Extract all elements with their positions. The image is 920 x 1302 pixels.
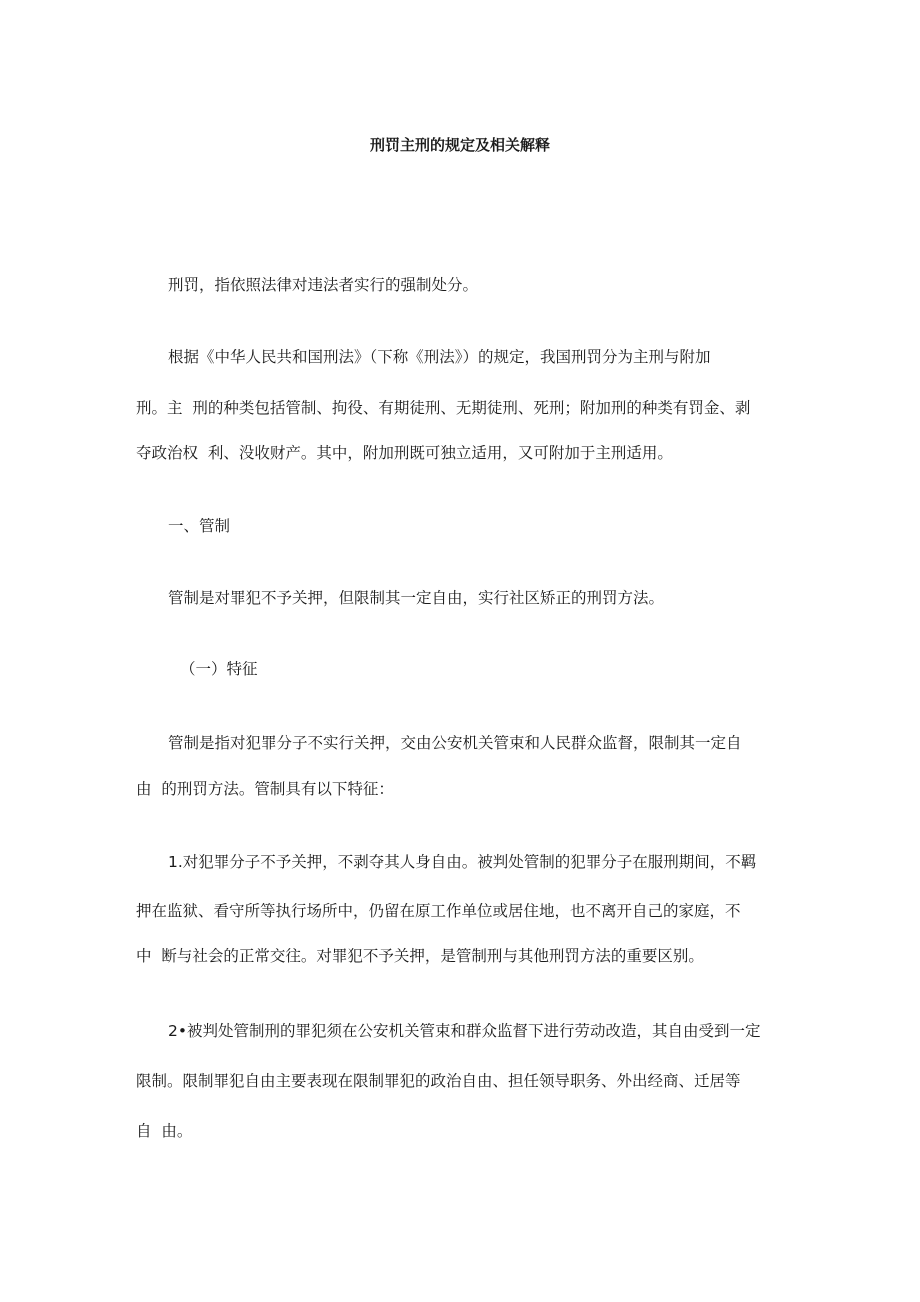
paragraph-line: 刑罚，指依照法律对违法者实行的强制处分。 [168,276,479,294]
paragraph-line: 根据《中华人民共和国刑法》（下称《刑法》）的规定，我国刑罚分为主刑与附加 [168,348,711,366]
list-item-line: 2•被判处管制刑的罪犯须在公安机关管束和群众监督下进行劳动改造，其自由受到一定 [168,1022,761,1040]
paragraph-line: 夺政治权 利、没收财产。其中，附加刑既可独立适用，又可附加于主刑适用。 [136,444,673,462]
list-item-line: 限制。限制罪犯自由主要表现在限制罪犯的政治自由、担任领导职务、外出经商、迁居等 [136,1072,741,1090]
list-item-line: 中 断与社会的正常交往。对罪犯不予关押，是管制刑与其他刑罚方法的重要区别。 [136,947,704,965]
paragraph-line: 管制是对罪犯不予关押，但限制其一定自由，实行社区矫正的刑罚方法。 [168,589,665,607]
paragraph-line: 刑。主 刑的种类包括管制、拘役、有期徒刑、无期徒刑、死刑；附加刑的种类有罚金、剥 [136,399,751,417]
section-heading: 一、管制 [168,517,231,535]
list-item-line: 押在监狱、看守所等执行场所中，仍留在原工作单位或居住地，也不离开自己的家庭，不 [136,902,741,920]
list-item-line: 自 由。 [136,1122,193,1140]
list-item-line: 1.对犯罪分子不予关押，不剥夺其人身自由。被判处管制的犯罪分子在服刑期间，不羁 [168,853,757,871]
document-title: 刑罚主刑的规定及相关解释 [369,136,550,154]
paragraph-line: 管制是指对犯罪分子不实行关押，交由公安机关管束和人民群众监督，限制其一定自 [168,734,742,752]
paragraph-line: 由 的刑罚方法。管制具有以下特征： [136,780,394,798]
subsection-heading: （一）特征 [180,660,258,678]
